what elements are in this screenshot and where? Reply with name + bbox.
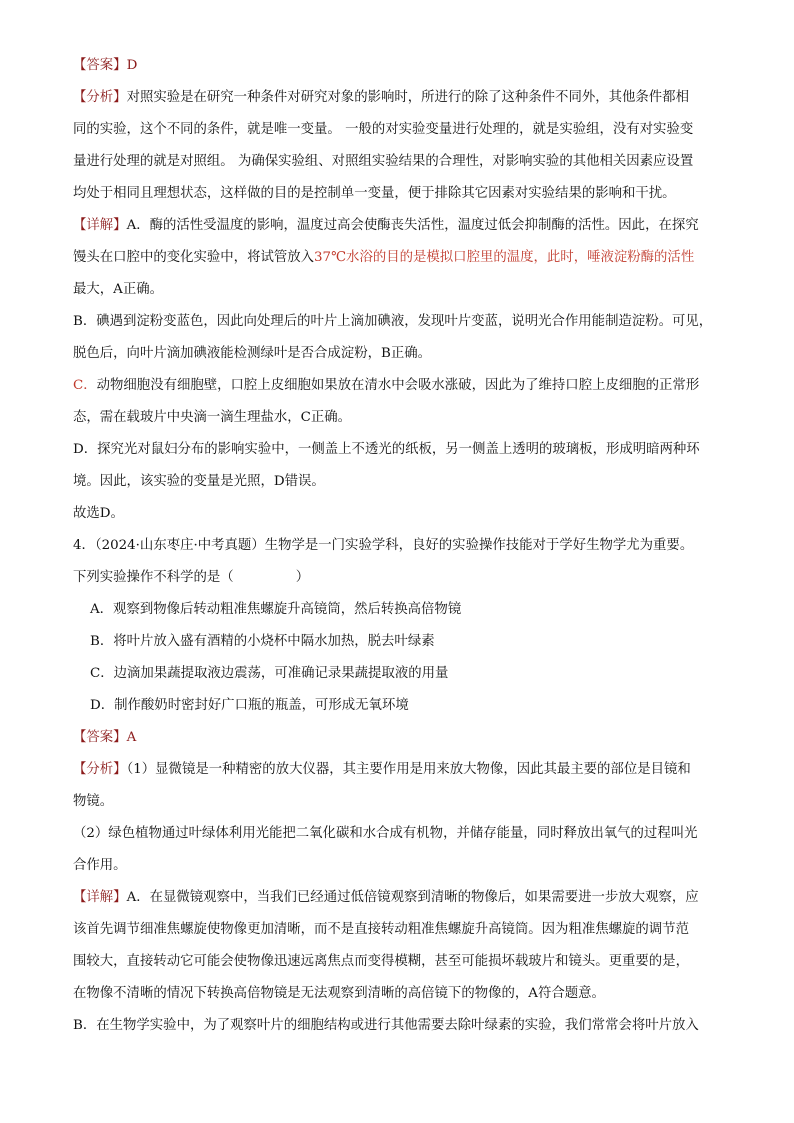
answer-tag: 【答案】	[73, 58, 127, 73]
detail-line: 【详解】A．酶的活性受温度的影响，温度过高会使酶丧失活性，温度过低会抑制酶的活性。因此，在探究	[73, 218, 699, 233]
detail-line: 最大，A正确。	[73, 282, 164, 297]
detail-tag: 【详解】	[73, 218, 127, 233]
detail-line: C．动物细胞没有细胞壁，口腔上皮细胞如果放在清水中会吸水涨破，因此为了维持口腔上皮细胞的正常形	[73, 378, 700, 393]
option-a: A．观察到物像后转动粗准焦螺旋升高镜筒，然后转换高倍物镜	[90, 602, 462, 617]
answer-value: A	[126, 730, 137, 745]
detail-line: 在物像不清晰的情况下转换高倍物镜是无法观察到清晰的高倍镜下的物像的，A符合题意。	[73, 986, 605, 1001]
answer-tag: 【答案】	[73, 730, 127, 745]
analysis-line: 合作用。	[73, 858, 127, 873]
choose-line: 故选D。	[73, 506, 124, 521]
analysis-line: 同的实验，这个不同的条件，就是唯一变量。 一般的对实验变量进行处理的，就是实验组，没有对实验变	[73, 122, 694, 137]
detail-line: D．探究光对鼠妇分布的影响实验中，一侧盖上不透光的纸板，另一侧盖上透明的玻璃板，形成明暗两种环	[73, 442, 700, 457]
option-d: D．制作酸奶时密封好广口瓶的瓶盖，可形成无氧环境	[90, 698, 409, 713]
analysis-tag: 【分析】	[73, 762, 127, 777]
analysis-line: 均处于相同且理想状态，这样做的目的是控制单一变量，便于排除其它因素对实验结果的影响和干扰。	[73, 186, 676, 201]
option-c: C．边滴加果蔬提取液边震荡，可准确记录果蔬提取液的用量	[90, 666, 449, 681]
detail-line: 境。因此，该实验的变量是光照，D错误。	[73, 474, 325, 489]
analysis-line: 物镜。	[73, 794, 114, 809]
answer-value: D	[126, 58, 138, 73]
option-b: B．将叶片放入盛有酒精的小烧杯中隔水加热，脱去叶绿素	[90, 634, 435, 649]
analysis-line: 【分析】（1）显微镜是一种精密的放大仪器，其主要作用是用来放大物像，因此其最主要的部位是目镜和	[73, 762, 691, 777]
detail-line: 【详解】A．在显微镜观察中，当我们已经通过低倍镜观察到清晰的物像后，如果需要进一步放大观察，应	[73, 890, 699, 905]
detail-line: 该首先调节细准焦螺旋使物像更加清晰，而不是直接转动粗准焦螺旋升高镜筒。因为粗准焦螺旋的调节范	[73, 922, 689, 937]
question-stem: 4．（2024·山东枣庄·中考真题）生物学是一门实验学科，良好的实验操作技能对于学好生物学尤为重要。	[73, 538, 694, 553]
question-stem: 下列实验操作不科学的是（ ）	[73, 570, 310, 585]
detail-line: B．碘遇到淀粉变蓝色，因此向处理后的叶片上滴加碘液，发现叶片变蓝，说明光合作用能制造淀粉。可见，	[73, 314, 713, 329]
detail-line: 态，需在载玻片中央滴一滴生理盐水，C正确。	[73, 410, 352, 425]
detail-line: 围较大，直接转动它可能会使物像迅速远离焦点而变得模糊，甚至可能损坏载玻片和镜头。更重要的是，	[73, 954, 689, 969]
detail-line: B．在生物学实验中，为了观察叶片的细胞结构或进行其他需要去除叶绿素的实验，我们常常会将叶片放入	[73, 1018, 699, 1033]
analysis-line: （2）绿色植物通过叶绿体利用光能把二氧化碳和水合成有机物，并储存能量，同时释放出氧气的过程叫光	[73, 826, 698, 841]
analysis-line: 量进行处理的就是对照组。 为确保实验组、对照组实验结果的合理性，对影响实验的其他相关因素应设置	[73, 154, 694, 169]
analysis-line: 【分析】对照实验是在研究一种条件对研究对象的影响时，所进行的除了这种条件不同外，其他条件都相	[73, 90, 689, 105]
detail-tag: 【详解】	[73, 890, 127, 905]
detail-line: 脱色后，向叶片滴加碘液能检测绿叶是否合成淀粉，B正确。	[73, 346, 431, 361]
analysis-tag: 【分析】	[73, 90, 127, 105]
answer-line	[73, 57, 137, 75]
detail-line: 馒头在口腔中的变化实验中，将试管放入37℃水浴的目的是模拟口腔里的温度，此时，唾液淀粉酶的活性	[73, 250, 695, 265]
answer-line	[73, 729, 136, 747]
